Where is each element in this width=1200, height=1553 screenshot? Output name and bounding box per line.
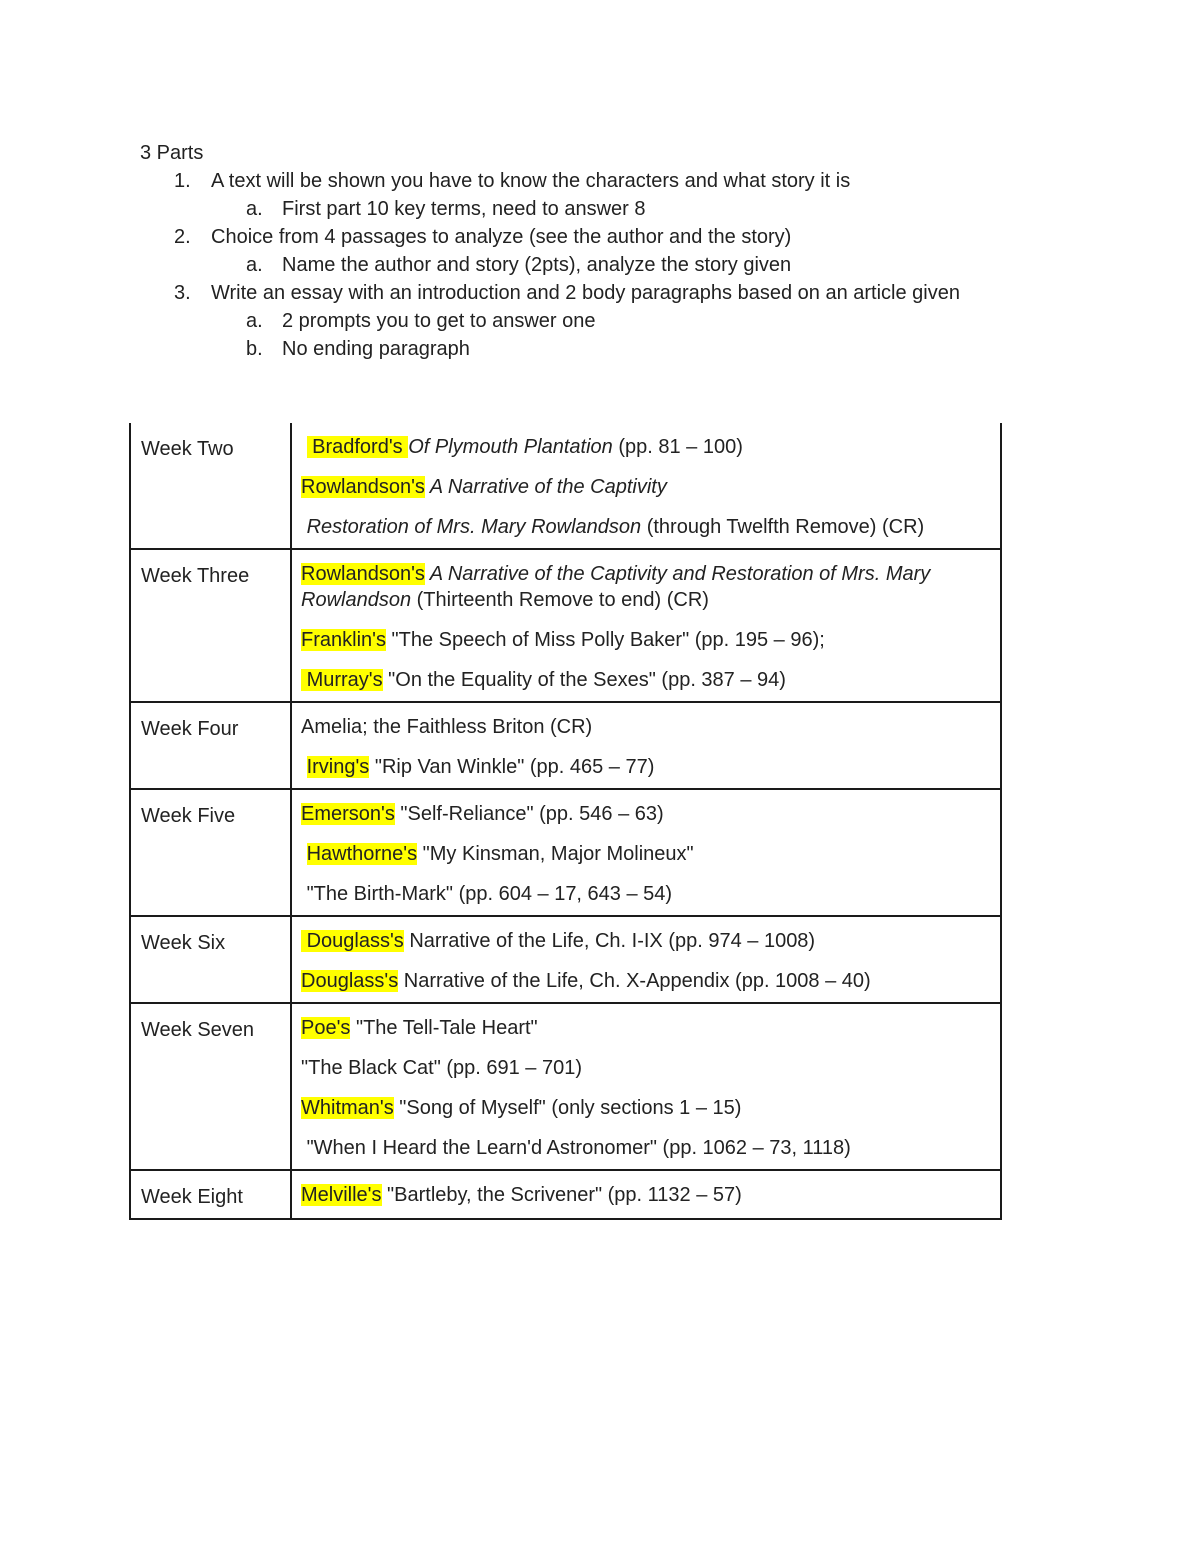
week-label: Week Three: [130, 549, 291, 702]
overview-heading: 3 Parts: [140, 142, 204, 164]
reading-author-highlight: Murray's: [301, 669, 383, 691]
week-label: Week Four: [130, 702, 291, 789]
overview-subitem-3a: [140, 309, 596, 337]
week-label: Week Two: [130, 423, 291, 549]
reading-details: Narrative of the Life, Ch. X-Appendix (pp. 1008 – 40): [398, 970, 871, 992]
week-readings: [291, 549, 1001, 702]
subitem-letter: a.: [246, 254, 263, 276]
week-label: Week Six: [130, 916, 291, 1003]
reading-author-highlight: Hawthorne's: [306, 843, 418, 865]
reading-schedule-table: [129, 423, 1002, 1220]
week-readings: [291, 1003, 1001, 1170]
reading-line: [301, 561, 992, 613]
reading-author-highlight: Melville's: [301, 1184, 382, 1206]
subitem-text: 2 prompts you to get to answer one: [282, 310, 596, 332]
week-readings: [291, 423, 1001, 549]
reading-details: "The Birth-Mark" (pp. 604 – 17, 643 – 54): [301, 883, 673, 905]
reading-title: A Narrative of the Captivity and Restoration of Mrs. Mary Rowlandson: [301, 563, 936, 611]
reading-details: Amelia; the Faithless Briton (CR): [301, 716, 593, 738]
reading-spacer: [301, 756, 307, 778]
schedule-row: [130, 789, 1001, 916]
reading-line: [301, 1015, 992, 1041]
reading-line: [301, 754, 992, 780]
reading-line: [301, 514, 992, 540]
reading-spacer: [301, 436, 307, 458]
reading-author-highlight: Rowlandson's: [301, 476, 425, 498]
reading-author-highlight: Whitman's: [301, 1097, 394, 1119]
schedule-row: [130, 1170, 1001, 1219]
reading-details: "The Tell-Tale Heart": [350, 1017, 538, 1039]
subitem-letter: a.: [246, 310, 263, 332]
reading-details: "The Speech of Miss Polly Baker" (pp. 195 – 96);: [385, 629, 825, 651]
reading-details: "Song of Myself" (only sections 1 – 15): [393, 1097, 742, 1119]
reading-details: (Thirteenth Remove to end) (CR): [411, 589, 709, 611]
subitem-text: No ending paragraph: [282, 338, 470, 360]
overview-subitem-1a: [140, 197, 646, 225]
reading-line: [301, 627, 992, 653]
item-number: 1.: [174, 170, 191, 192]
item-text: A text will be shown you have to know the characters and what story it is: [211, 170, 851, 192]
reading-author-highlight: Poe's: [301, 1017, 351, 1039]
reading-title: Restoration of Mrs. Mary Rowlandson: [301, 516, 642, 538]
item-text: Choice from 4 passages to analyze (see the author and the story): [211, 226, 792, 248]
schedule-body: [130, 423, 1001, 1219]
reading-line: [301, 928, 992, 954]
reading-author-highlight: Emerson's: [301, 803, 395, 825]
reading-spacer: [301, 843, 307, 865]
week-label: Week Seven: [130, 1003, 291, 1170]
reading-line: [301, 434, 992, 460]
week-readings: [291, 702, 1001, 789]
schedule-row: [130, 702, 1001, 789]
overview-subitem-3b: [140, 337, 470, 365]
reading-author-highlight: Bradford's: [306, 436, 409, 458]
reading-details: Narrative of the Life, Ch. I-IX (pp. 974 – 1008): [403, 930, 816, 952]
subitem-text: First part 10 key terms, need to answer 8: [282, 198, 646, 220]
week-label: Week Eight: [130, 1170, 291, 1219]
item-number: 2.: [174, 226, 191, 248]
reading-details: "Bartleby, the Scrivener" (pp. 1132 – 57): [381, 1184, 742, 1206]
schedule-row: [130, 549, 1001, 702]
reading-line: [301, 1135, 992, 1161]
exam-overview: [140, 141, 960, 365]
reading-details: "On the Equality of the Sexes" (pp. 387 – 94): [382, 669, 786, 691]
reading-details: "Rip Van Winkle" (pp. 465 – 77): [369, 756, 655, 778]
reading-line: [301, 714, 992, 740]
reading-details: "Self-Reliance" (pp. 546 – 63): [394, 803, 664, 825]
reading-author-highlight: Franklin's: [301, 629, 386, 651]
reading-line: [301, 1055, 992, 1081]
reading-author-highlight: Irving's: [306, 756, 370, 778]
reading-line: [301, 1182, 992, 1208]
overview-subitem-2a: [140, 253, 792, 281]
subitem-text: Name the author and story (2pts), analyze the story given: [282, 254, 792, 276]
week-readings: [291, 789, 1001, 916]
schedule-row: [130, 1003, 1001, 1170]
reading-line: [301, 667, 992, 693]
overview-item-3: [140, 281, 960, 309]
reading-title: Of Plymouth Plantation: [408, 436, 613, 458]
reading-author-highlight: Douglass's: [301, 930, 404, 952]
reading-line: [301, 881, 992, 907]
item-number: 3.: [174, 282, 191, 304]
schedule-row: [130, 916, 1001, 1003]
reading-details: (pp. 81 – 100): [612, 436, 743, 458]
reading-line: [301, 841, 992, 867]
week-label: Week Five: [130, 789, 291, 916]
week-readings: [291, 1170, 1001, 1219]
reading-line: [301, 801, 992, 827]
overview-item-1: [140, 169, 851, 197]
overview-item-2: [140, 225, 792, 253]
reading-details: "My Kinsman, Major Molineux": [417, 843, 694, 865]
reading-details: "When I Heard the Learn'd Astronomer" (pp. 1062 – 73, 1118): [301, 1137, 851, 1159]
reading-author-highlight: Douglass's: [301, 970, 399, 992]
reading-details: "The Black Cat" (pp. 691 – 701): [301, 1057, 583, 1079]
item-text: Write an essay with an introduction and 2 body paragraphs based on an article given: [211, 282, 960, 304]
reading-line: [301, 968, 992, 994]
week-readings: [291, 916, 1001, 1003]
reading-line: [301, 1095, 992, 1121]
reading-line: [301, 474, 992, 500]
subitem-letter: b.: [246, 338, 263, 360]
reading-author-highlight: Rowlandson's: [301, 563, 425, 585]
subitem-letter: a.: [246, 198, 263, 220]
reading-details: (through Twelfth Remove) (CR): [641, 516, 925, 538]
reading-title: A Narrative of the Captivity: [424, 476, 667, 498]
schedule-row: [130, 423, 1001, 549]
